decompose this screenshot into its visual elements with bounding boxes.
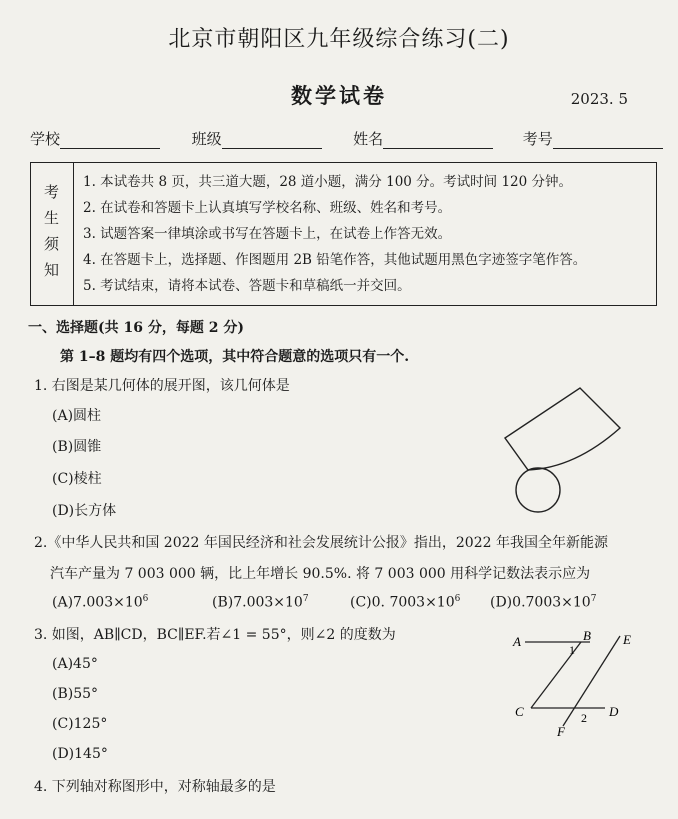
q1-option-d[interactable]: (D)长方体 bbox=[52, 503, 117, 519]
q2-option-a[interactable] bbox=[52, 594, 148, 611]
class-field[interactable] bbox=[222, 132, 322, 149]
option-exponent: 7 bbox=[590, 594, 597, 604]
question-4-stem: 4. 下列轴对称图形中，对称轴最多的是 bbox=[34, 779, 276, 795]
label-b: B bbox=[583, 628, 591, 643]
q3-option-c[interactable]: (C)125° bbox=[52, 716, 108, 732]
label-c: C bbox=[515, 704, 524, 719]
label-f: F bbox=[557, 724, 565, 739]
q3-option-d[interactable]: (D)145° bbox=[52, 746, 108, 762]
label-d: D bbox=[609, 704, 619, 719]
notice-item: 2. 在试卷和答题卡上认真填写学校名称、班级、姓名和考号。 bbox=[83, 200, 452, 216]
school-field[interactable] bbox=[60, 132, 160, 149]
option-value: 7.003×10 bbox=[73, 594, 143, 611]
label-e: E bbox=[623, 632, 631, 647]
option-label: (B) bbox=[212, 594, 234, 611]
notice-label-column bbox=[31, 163, 74, 305]
notice-item: 1. 本试卷共 8 页，共三道大题，28 道小题，满分 100 分。考试时间 120 分钟。 bbox=[83, 174, 573, 190]
name-label: 姓名 bbox=[353, 130, 384, 148]
section-instruction: 第 1–8 题均有四个选项，其中符合题意的选项只有一个. bbox=[60, 349, 410, 365]
base-circle bbox=[516, 468, 560, 512]
option-label: (C) bbox=[350, 594, 372, 611]
q1-option-c[interactable]: (C)棱柱 bbox=[52, 471, 102, 487]
notice-label-char: 须 bbox=[44, 235, 60, 253]
question-3-stem: 3. 如图，AB∥CD，BC∥EF.若∠1 = 55°，则∠2 的度数为 bbox=[34, 627, 396, 643]
q1-option-a[interactable]: (A)圆柱 bbox=[52, 408, 102, 424]
option-exponent: 6 bbox=[454, 594, 461, 604]
option-label: (A) bbox=[52, 594, 74, 611]
option-exponent: 7 bbox=[302, 594, 309, 604]
option-value: 7.003×10 bbox=[233, 594, 303, 611]
exam-title: 北京市朝阳区九年级综合练习(二) bbox=[168, 27, 510, 52]
exam-date: 2023. 5 bbox=[570, 90, 628, 108]
q2-option-b[interactable] bbox=[212, 594, 309, 611]
student-info-row bbox=[30, 128, 663, 149]
class-label: 班级 bbox=[191, 130, 222, 148]
notice-label-char: 知 bbox=[44, 261, 60, 279]
notice-item: 4. 在答题卡上，选择题、作图题用 2B 铅笔作答，其他试题用黑色字迹签字笔作答。 bbox=[83, 252, 587, 268]
school-label: 学校 bbox=[30, 130, 61, 148]
option-exponent: 6 bbox=[142, 594, 149, 604]
exam-notice-box bbox=[30, 162, 657, 306]
q3-option-a[interactable]: (A)45° bbox=[52, 656, 98, 672]
question-2-stem-line1: 2.《中华人民共和国 2022 年国民经济和社会发展统计公报》指出，2022 年我国全年新能源 bbox=[34, 535, 608, 551]
name-field[interactable] bbox=[383, 132, 493, 149]
question-2-stem-line2: 汽车产量为 7 003 000 辆，比上年增长 90.5%. 将 7 003 000 用科学记数法表示应为 bbox=[50, 566, 591, 582]
label-angle-1: 1 bbox=[569, 643, 575, 657]
exam-no-label: 考号 bbox=[522, 130, 553, 148]
notice-list bbox=[83, 169, 586, 299]
option-value: 0. 7003×10 bbox=[371, 594, 455, 611]
subject-title: 数学试卷 bbox=[291, 83, 387, 108]
q1-option-b[interactable]: (B)圆锥 bbox=[52, 439, 102, 455]
q3-option-b[interactable]: (B)55° bbox=[52, 686, 99, 702]
q2-option-c[interactable] bbox=[350, 594, 460, 611]
label-angle-2: 2 bbox=[581, 711, 587, 725]
cone-net-figure bbox=[490, 380, 640, 520]
parallel-lines-figure bbox=[505, 628, 655, 743]
label-a: A bbox=[513, 634, 521, 649]
question-1-stem: 1. 右图是某几何体的展开图，该几何体是 bbox=[34, 378, 290, 394]
exam-no-field[interactable] bbox=[553, 132, 663, 149]
option-label: (D) bbox=[490, 594, 513, 611]
notice-label-char: 生 bbox=[44, 209, 60, 227]
sector-shape bbox=[505, 388, 620, 470]
section-title: 一、选择题(共 16 分，每题 2 分) bbox=[28, 320, 244, 336]
notice-item: 5. 考试结束，请将本试卷、答题卡和草稿纸一并交回。 bbox=[83, 278, 411, 294]
q2-option-d[interactable] bbox=[490, 594, 596, 611]
notice-label-char: 考 bbox=[44, 183, 60, 201]
notice-item: 3. 试题答案一律填涂或书写在答题卡上，在试卷上作答无效。 bbox=[83, 226, 452, 242]
option-value: 0.7003×10 bbox=[512, 594, 591, 611]
